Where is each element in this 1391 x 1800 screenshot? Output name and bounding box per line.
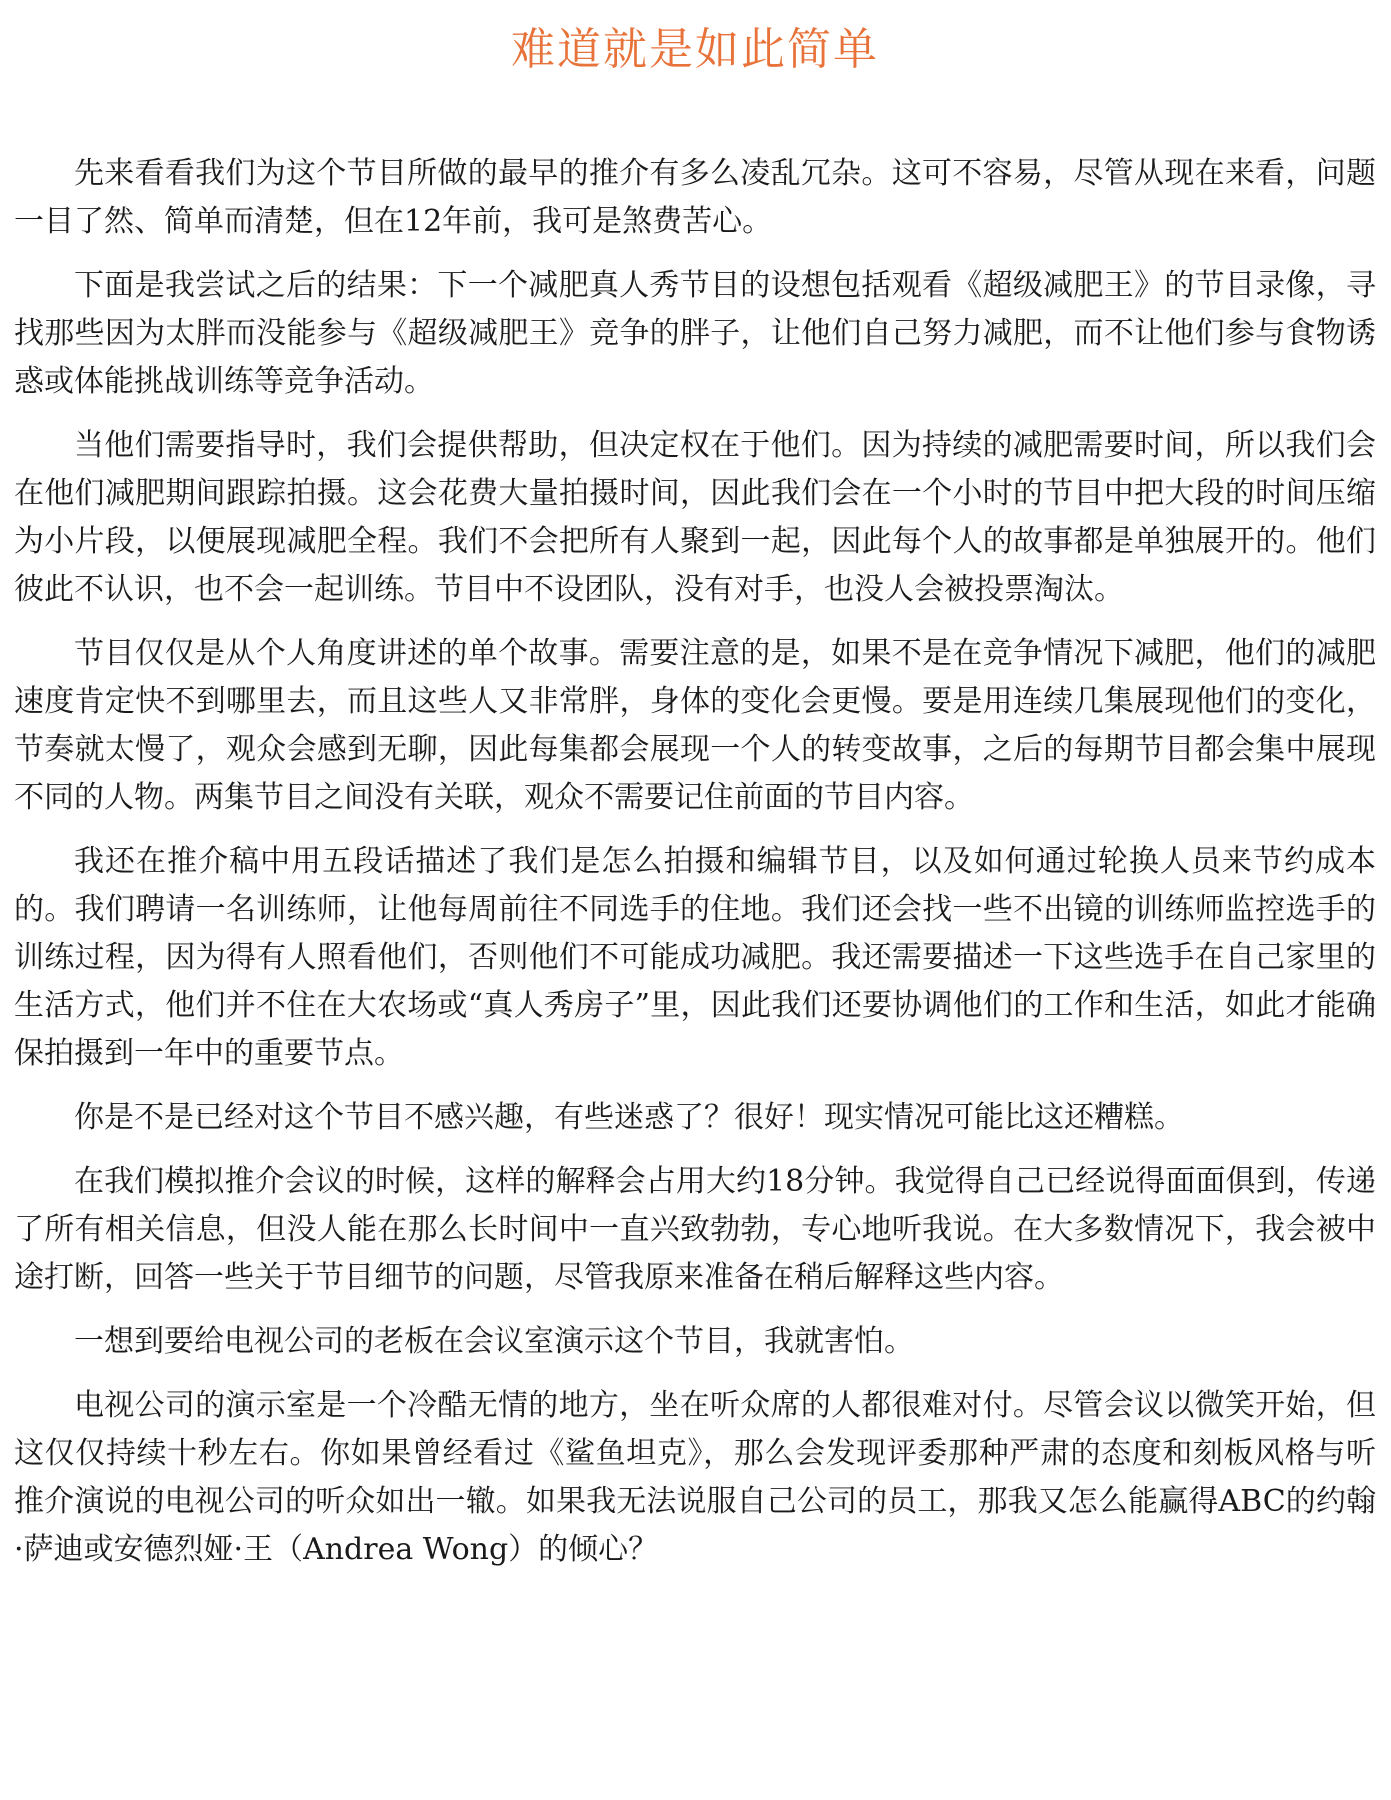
page-title: 难道就是如此简单 <box>511 24 879 75</box>
paragraph-9: 电视公司的演示室是一个冷酷无情的地方，坐在听众席的人都很难对付。尽管会议以微笑开始，但这仅仅持续十秒左右。你如果曾经看过《鲨鱼坦克》，那么会发现评委那种严肃的态度和刻板风格与听推介演说的电视公司的听众如出一辙。如果我无法说服自己公司的员工，那我又怎么能赢得ABC的约翰·萨迪或安德烈娅·王（Andrea Wong）的倾心？ <box>14 1388 1376 1567</box>
paragraph-4: 节目仅仅是从个人角度讲述的单个故事。需要注意的是，如果不是在竞争情况下减肥，他们的减肥速度肯定快不到哪里去，而且这些人又非常胖，身体的变化会更慢。要是用连续几集展现他们的变化，节奏就太慢了，观众会感到无聊，因此每集都会展现一个人的转变故事，之后的每期节目都会集中展现不同的人物。两集节目之间没有关联，观众不需要记住前面的节目内容。 <box>14 636 1376 815</box>
document-page <box>14 0 1376 1590</box>
paragraph-1: 先来看看我们为这个节目所做的最早的推介有多么凌乱冗杂。这可不容易，尽管从现在来看，问题一目了然、简单而清楚，但在12年前，我可是煞费苦心。 <box>14 156 1376 239</box>
paragraph-6: 你是不是已经对这个节目不感兴趣，有些迷惑了？很好！现实情况可能比这还糟糕。 <box>74 1100 1184 1135</box>
paragraph-7: 在我们模拟推介会议的时候，这样的解释会占用大约18分钟。我觉得自己已经说得面面俱到，传递了所有相关信息，但没人能在那么长时间中一直兴致勃勃，专心地听我说。在大多数情况下，我会被中途打断，回答一些关于节目细节的问题，尽管我原来准备在稍后解释这些内容。 <box>14 1164 1376 1295</box>
paragraph-8: 一想到要给电视公司的老板在会议室演示这个节目，我就害怕。 <box>74 1324 914 1359</box>
article-body <box>14 150 1376 1574</box>
paragraph-5: 我还在推介稿中用五段话描述了我们是怎么拍摄和编辑节目，以及如何通过轮换人员来节约成本的。我们聘请一名训练师，让他每周前往不同选手的住地。我们还会找一些不出镜的训练师监控选手的训练过程，因为得有人照看他们，否则他们不可能成功减肥。我还需要描述一下这些选手在自己家里的生活方式，他们并不住在大农场或“真人秀房子”里，因此我们还要协调他们的工作和生活，如此才能确保拍摄到一年中的重要节点。 <box>14 844 1376 1071</box>
paragraph-3: 当他们需要指导时，我们会提供帮助，但决定权在于他们。因为持续的减肥需要时间，所以我们会在他们减肥期间跟踪拍摄。这会花费大量拍摄时间，因此我们会在一个小时的节目中把大段的时间压缩为小片段，以便展现减肥全程。我们不会把所有人聚到一起，因此每个人的故事都是单独展开的。他们彼此不认识，也不会一起训练。节目中不设团队，没有对手，也没人会被投票淘汰。 <box>14 428 1376 607</box>
paragraph-2: 下面是我尝试之后的结果：下一个减肥真人秀节目的设想包括观看《超级减肥王》的节目录像，寻找那些因为太胖而没能参与《超级减肥王》竞争的胖子，让他们自己努力减肥，而不让他们参与食物诱惑或体能挑战训练等竞争活动。 <box>14 268 1376 399</box>
